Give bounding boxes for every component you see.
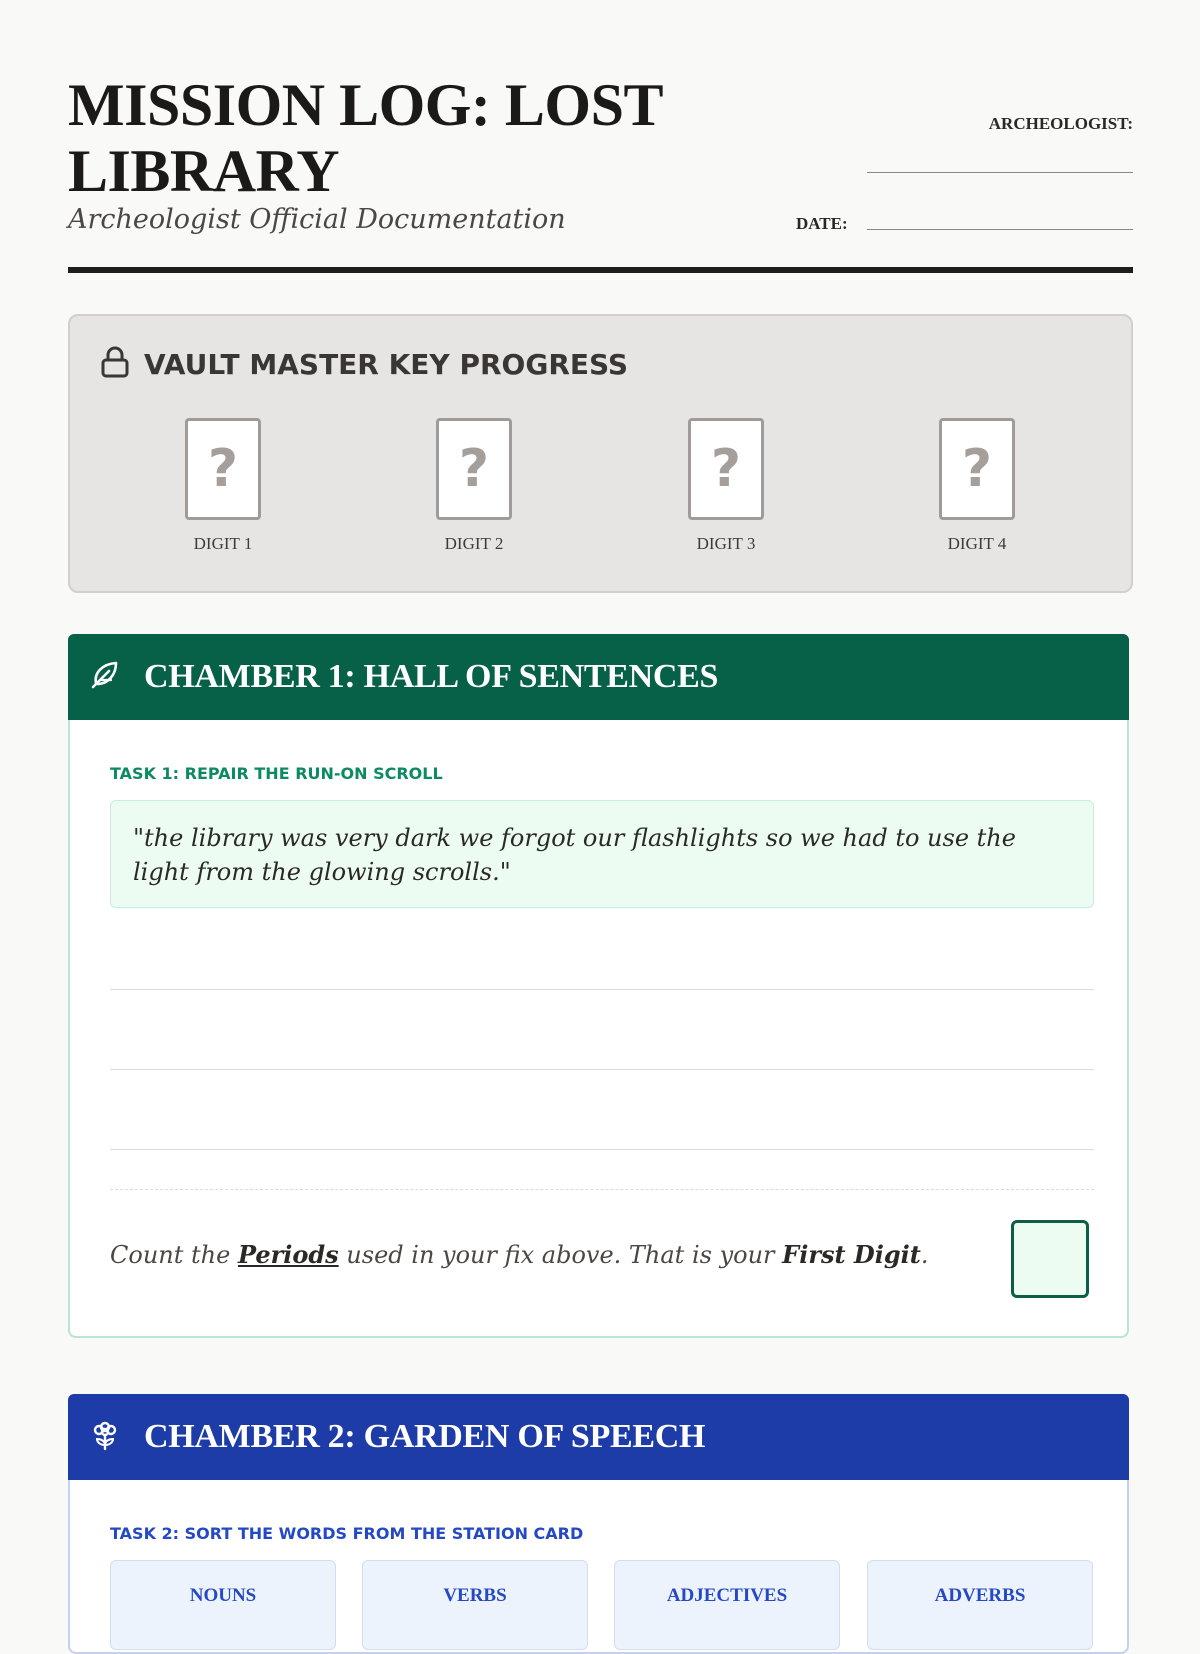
- chamber-1-card: [68, 634, 1129, 1338]
- header-divider: [68, 267, 1133, 273]
- instruction-target: First Digit: [782, 1240, 921, 1269]
- answer-write-line[interactable]: [110, 989, 1094, 990]
- lock-icon: [100, 346, 130, 382]
- chamber-2-header: [68, 1394, 1129, 1480]
- category-adjectives[interactable]: ADJECTIVES: [614, 1560, 840, 1650]
- digit-label: DIGIT 2: [444, 534, 504, 553]
- digit-slot-3: [666, 418, 786, 554]
- category-verbs[interactable]: VERBS: [362, 1560, 588, 1650]
- task-1-label: TASK 1: REPAIR THE RUN-ON SCROLL: [110, 764, 443, 783]
- first-digit-instruction: [110, 1240, 928, 1269]
- first-digit-answer-box[interactable]: [1011, 1220, 1089, 1298]
- chamber-1-title: CHAMBER 1: HALL OF SENTENCES: [144, 658, 719, 695]
- category-nouns[interactable]: NOUNS: [110, 1560, 336, 1650]
- chamber-2-title: CHAMBER 2: GARDEN OF SPEECH: [144, 1418, 706, 1455]
- chamber-2-card: [68, 1394, 1129, 1654]
- digit-value-box[interactable]: ?: [436, 418, 512, 520]
- mission-log-page: [68, 0, 1133, 1606]
- digit-label: DIGIT 1: [193, 534, 253, 553]
- digit-label: DIGIT 4: [947, 534, 1007, 553]
- header: [68, 0, 1133, 274]
- answer-write-line[interactable]: [110, 1149, 1094, 1150]
- archeologist-name-field[interactable]: [867, 172, 1133, 173]
- instruction-text: .: [920, 1241, 929, 1269]
- vault-title-text: VAULT MASTER KEY PROGRESS: [144, 347, 629, 381]
- instruction-keyword: Periods: [237, 1240, 339, 1269]
- chamber-1-header: [68, 634, 1129, 720]
- digit-label: DIGIT 3: [696, 534, 756, 553]
- answer-write-line[interactable]: [110, 1069, 1094, 1070]
- run-on-scroll-quote: "the library was very dark we forgot our flashlights so we had to use the light from the glowing scrolls.": [110, 800, 1094, 908]
- archeologist-label: ARCHEOLOGIST:: [988, 114, 1133, 133]
- feather-icon: [88, 658, 122, 696]
- dashed-divider: [110, 1189, 1094, 1190]
- digit-slot-2: [414, 418, 534, 554]
- instruction-text: used in your fix above. That is your: [338, 1241, 783, 1269]
- flower-icon: [88, 1418, 122, 1456]
- digit-slot-1: [163, 418, 283, 554]
- vault-title: [100, 346, 628, 382]
- digit-value-box[interactable]: ?: [185, 418, 261, 520]
- category-adverbs[interactable]: ADVERBS: [867, 1560, 1093, 1650]
- digit-value-box[interactable]: ?: [939, 418, 1015, 520]
- page-title: MISSION LOG: LOST LIBRARY: [68, 72, 662, 204]
- instruction-text: Count the: [110, 1241, 238, 1269]
- task-2-label: TASK 2: SORT THE WORDS FROM THE STATION CARD: [110, 1524, 584, 1543]
- date-label: DATE:: [796, 214, 848, 233]
- date-field[interactable]: [867, 229, 1133, 230]
- vault-progress-panel: [68, 314, 1133, 593]
- page-subtitle: Archeologist Official Documentation: [68, 204, 566, 235]
- digit-slot-4: [917, 418, 1037, 554]
- digit-value-box[interactable]: ?: [688, 418, 764, 520]
